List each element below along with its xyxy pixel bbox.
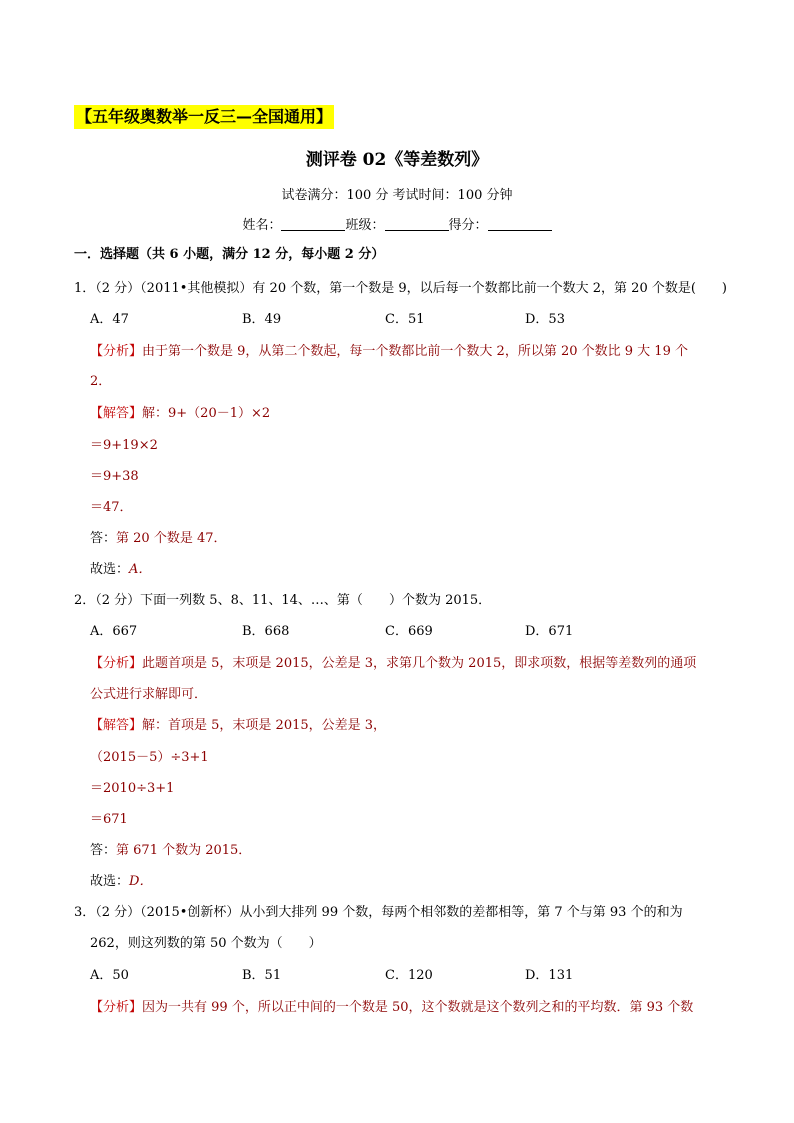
name-blank [281, 216, 345, 231]
question-3-stem: 3．（2 分）（2015•创新杯）从小到大排列 99 个数，每两个相邻数的差都相等，第 7 个与第 93 个的和为 [74, 905, 683, 920]
option-c: C．51 [385, 312, 425, 327]
question-2-step-2: ＝2010÷3+1 [90, 781, 175, 796]
section-heading: 一．选择题（共 6 小题，满分 12 分，每小题 2 分） [74, 247, 385, 262]
option-d: D．53 [525, 312, 565, 327]
option-b: B．49 [242, 312, 282, 327]
question-1-analysis: 【分析】由于第一个数是 9，从第二个数起，每一个数都比前一个数大 2，所以第 20 个数比 9 大 19 个 [90, 344, 688, 359]
class-label: 班级： [345, 218, 385, 233]
question-2-stem: 2．（2 分）下面一列数 5、8、11、14、…、第（ ）个数为 2015． [74, 593, 492, 608]
question-1-answer: 答：第 20 个数是 47． [90, 531, 227, 546]
question-1-solution: 【解答】解：9+（20－1）×2 [90, 406, 271, 421]
question-1-analysis-cont: 2． [90, 374, 112, 389]
question-2-solution: 【解答】解：首项是 5，末项是 2015，公差是 3， [90, 718, 387, 733]
question-2-answer: 答：第 671 个数为 2015． [90, 843, 252, 858]
page-title: 测评卷 02《等差数列》 [305, 150, 489, 170]
question-1-step-2: ＝9+38 [90, 469, 139, 484]
question-2-analysis-cont: 公式进行求解即可． [90, 687, 208, 702]
question-1-choice: 故选：A． [90, 562, 152, 577]
option-b: B．51 [242, 968, 282, 983]
question-1-stem: 1．（2 分）（2011•其他模拟）有 20 个数，第一个数是 9，以后每一个数都比前一个数大 2，第 20 个数是( ) [74, 281, 727, 296]
question-1-step-3: ＝47． [90, 500, 133, 515]
option-c: C．120 [385, 968, 433, 983]
score-blank [488, 216, 552, 231]
option-c: C．669 [385, 624, 433, 639]
series-banner: 【五年级奥数举一反三—全国通用】 [74, 105, 334, 129]
question-2-analysis: 【分析】此题首项是 5，末项是 2015，公差是 3，求第几个数为 2015，即求项数，根据等差数列的通项 [90, 656, 697, 671]
question-3-analysis: 【分析】因为一共有 99 个，所以正中间的一个数是 50，这个数就是这个数列之和的平均数．第 93 个数 [90, 1000, 694, 1015]
student-fields [0, 216, 794, 236]
option-d: D．671 [525, 624, 574, 639]
question-2-choice: 故选：D． [90, 874, 153, 889]
question-2-step-3: ＝671 [90, 812, 128, 827]
option-d: D．131 [525, 968, 574, 983]
option-b: B．668 [242, 624, 290, 639]
exam-meta: 试卷满分：100 分 考试时间：100 分钟 [281, 188, 513, 203]
question-1-step-1: ＝9+19×2 [90, 438, 158, 453]
option-a: A．667 [90, 624, 138, 639]
class-blank [385, 216, 449, 231]
name-label: 姓名： [242, 218, 282, 233]
option-a: A．50 [90, 968, 129, 983]
question-3-stem-cont: 262，则这列数的第 50 个数为（ ） [90, 936, 322, 951]
score-label: 得分： [448, 218, 488, 233]
question-2-step-1: （2015－5）÷3+1 [90, 750, 209, 765]
option-a: A．47 [90, 312, 129, 327]
